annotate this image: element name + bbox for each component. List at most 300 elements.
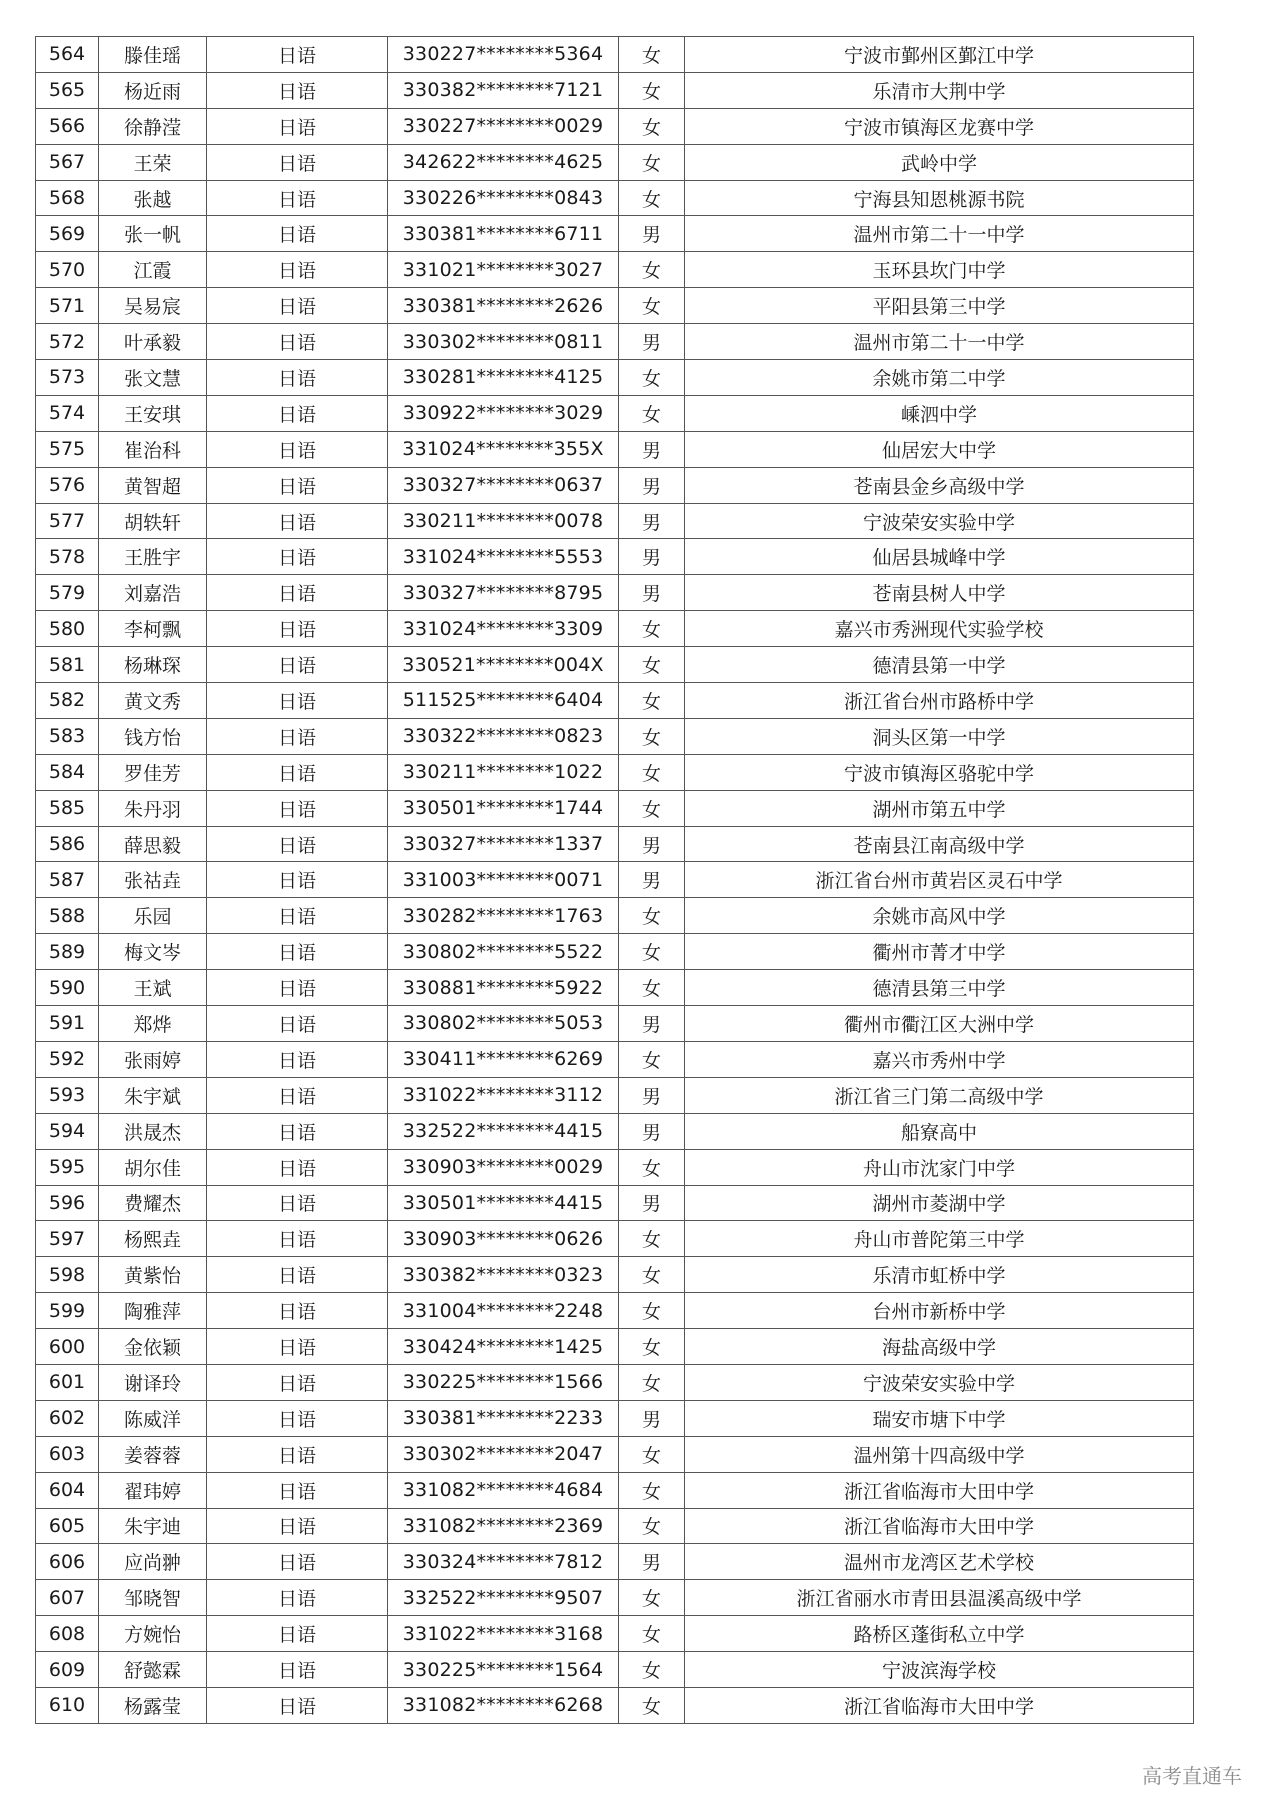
cell-school: 乐清市虹桥中学 — [685, 1257, 1194, 1293]
cell-number: 596 — [36, 1185, 99, 1221]
cell-gender: 女 — [619, 611, 685, 647]
cell-name: 胡尔佳 — [99, 1149, 207, 1185]
cell-number: 581 — [36, 647, 99, 683]
cell-language: 日语 — [207, 216, 388, 252]
cell-gender: 男 — [619, 539, 685, 575]
cell-school: 浙江省临海市大田中学 — [685, 1508, 1194, 1544]
cell-id-number: 331024********3309 — [388, 611, 619, 647]
cell-name: 吴易宸 — [99, 288, 207, 324]
cell-school: 瑞安市塘下中学 — [685, 1400, 1194, 1436]
cell-gender: 女 — [619, 144, 685, 180]
table-row — [36, 467, 1194, 503]
cell-number: 593 — [36, 1077, 99, 1113]
cell-school: 余姚市高风中学 — [685, 898, 1194, 934]
cell-language: 日语 — [207, 324, 388, 360]
cell-id-number: 342622********4625 — [388, 144, 619, 180]
cell-school: 宁海县知恩桃源书院 — [685, 180, 1194, 216]
cell-number: 576 — [36, 467, 99, 503]
cell-school: 衢州市菁才中学 — [685, 934, 1194, 970]
cell-name: 钱方怡 — [99, 718, 207, 754]
cell-id-number: 330324********7812 — [388, 1544, 619, 1580]
cell-gender: 男 — [619, 826, 685, 862]
cell-id-number: 331004********2248 — [388, 1293, 619, 1329]
cell-gender: 女 — [619, 790, 685, 826]
cell-id-number: 330327********1337 — [388, 826, 619, 862]
cell-language: 日语 — [207, 1400, 388, 1436]
cell-gender: 女 — [619, 37, 685, 73]
cell-name: 邹晓智 — [99, 1580, 207, 1616]
cell-number: 569 — [36, 216, 99, 252]
cell-school: 温州市第二十一中学 — [685, 324, 1194, 360]
table-row — [36, 1041, 1194, 1077]
cell-id-number: 511525********6404 — [388, 683, 619, 719]
table-row — [36, 826, 1194, 862]
cell-number: 600 — [36, 1329, 99, 1365]
cell-language: 日语 — [207, 1472, 388, 1508]
cell-school: 浙江省三门第二高级中学 — [685, 1077, 1194, 1113]
cell-name: 王荣 — [99, 144, 207, 180]
cell-gender: 女 — [619, 1257, 685, 1293]
cell-school: 舟山市沈家门中学 — [685, 1149, 1194, 1185]
cell-language: 日语 — [207, 718, 388, 754]
cell-language: 日语 — [207, 1508, 388, 1544]
cell-language: 日语 — [207, 826, 388, 862]
table-row — [36, 108, 1194, 144]
cell-number: 602 — [36, 1400, 99, 1436]
cell-gender: 女 — [619, 934, 685, 970]
cell-id-number: 330411********6269 — [388, 1041, 619, 1077]
cell-gender: 女 — [619, 1652, 685, 1688]
cell-language: 日语 — [207, 395, 388, 431]
cell-id-number: 331021********3027 — [388, 252, 619, 288]
cell-language: 日语 — [207, 1544, 388, 1580]
cell-gender: 女 — [619, 754, 685, 790]
cell-name: 谢译玲 — [99, 1364, 207, 1400]
table-row — [36, 180, 1194, 216]
cell-name: 张一帆 — [99, 216, 207, 252]
cell-id-number: 331024********5553 — [388, 539, 619, 575]
cell-id-number: 330424********1425 — [388, 1329, 619, 1365]
table-row — [36, 1652, 1194, 1688]
cell-school: 洞头区第一中学 — [685, 718, 1194, 754]
cell-id-number: 330211********0078 — [388, 503, 619, 539]
cell-number: 601 — [36, 1364, 99, 1400]
cell-school: 嵊泗中学 — [685, 395, 1194, 431]
cell-gender: 男 — [619, 575, 685, 611]
cell-number: 565 — [36, 72, 99, 108]
cell-name: 郑烨 — [99, 1006, 207, 1042]
cell-id-number: 331022********3168 — [388, 1616, 619, 1652]
cell-id-number: 330802********5522 — [388, 934, 619, 970]
cell-number: 583 — [36, 718, 99, 754]
table-row — [36, 898, 1194, 934]
cell-number: 577 — [36, 503, 99, 539]
cell-id-number: 330501********1744 — [388, 790, 619, 826]
cell-gender: 女 — [619, 1364, 685, 1400]
cell-name: 费耀杰 — [99, 1185, 207, 1221]
table-row — [36, 718, 1194, 754]
cell-name: 张祜垚 — [99, 862, 207, 898]
cell-gender: 女 — [619, 647, 685, 683]
cell-number: 575 — [36, 431, 99, 467]
cell-language: 日语 — [207, 1580, 388, 1616]
cell-id-number: 330327********8795 — [388, 575, 619, 611]
cell-gender: 女 — [619, 1687, 685, 1723]
cell-school: 仙居县城峰中学 — [685, 539, 1194, 575]
cell-id-number: 330227********5364 — [388, 37, 619, 73]
table-row — [36, 647, 1194, 683]
cell-language: 日语 — [207, 1364, 388, 1400]
cell-number: 594 — [36, 1113, 99, 1149]
table-row — [36, 1293, 1194, 1329]
cell-language: 日语 — [207, 647, 388, 683]
table-row — [36, 1006, 1194, 1042]
cell-number: 566 — [36, 108, 99, 144]
cell-language: 日语 — [207, 934, 388, 970]
cell-id-number: 330922********3029 — [388, 395, 619, 431]
cell-language: 日语 — [207, 1329, 388, 1365]
cell-school: 湖州市第五中学 — [685, 790, 1194, 826]
cell-id-number: 330226********0843 — [388, 180, 619, 216]
cell-name: 朱宇斌 — [99, 1077, 207, 1113]
cell-language: 日语 — [207, 1113, 388, 1149]
cell-name: 滕佳瑶 — [99, 37, 207, 73]
cell-school: 宁波荣安实验中学 — [685, 1364, 1194, 1400]
cell-id-number: 330322********0823 — [388, 718, 619, 754]
cell-school: 浙江省丽水市青田县温溪高级中学 — [685, 1580, 1194, 1616]
watermark: 高考直通车 — [1142, 1764, 1242, 1788]
table-row — [36, 575, 1194, 611]
cell-number: 585 — [36, 790, 99, 826]
cell-language: 日语 — [207, 144, 388, 180]
cell-id-number: 330211********1022 — [388, 754, 619, 790]
cell-name: 黄智超 — [99, 467, 207, 503]
table-row — [36, 934, 1194, 970]
cell-number: 580 — [36, 611, 99, 647]
cell-number: 588 — [36, 898, 99, 934]
table-row — [36, 395, 1194, 431]
cell-number: 599 — [36, 1293, 99, 1329]
cell-id-number: 331082********2369 — [388, 1508, 619, 1544]
cell-id-number: 330381********6711 — [388, 216, 619, 252]
cell-language: 日语 — [207, 1221, 388, 1257]
cell-language: 日语 — [207, 862, 388, 898]
cell-gender: 男 — [619, 324, 685, 360]
cell-number: 597 — [36, 1221, 99, 1257]
cell-school: 路桥区蓬街私立中学 — [685, 1616, 1194, 1652]
cell-gender: 女 — [619, 108, 685, 144]
cell-name: 徐静滢 — [99, 108, 207, 144]
cell-language: 日语 — [207, 360, 388, 396]
cell-gender: 女 — [619, 1293, 685, 1329]
table-row — [36, 324, 1194, 360]
table-row — [36, 72, 1194, 108]
cell-number: 604 — [36, 1472, 99, 1508]
cell-school: 宁波市镇海区龙赛中学 — [685, 108, 1194, 144]
cell-language: 日语 — [207, 683, 388, 719]
cell-gender: 女 — [619, 180, 685, 216]
cell-school: 温州市龙湾区艺术学校 — [685, 1544, 1194, 1580]
cell-id-number: 330501********4415 — [388, 1185, 619, 1221]
table-row — [36, 503, 1194, 539]
table-row — [36, 288, 1194, 324]
cell-language: 日语 — [207, 180, 388, 216]
cell-name: 朱宇迪 — [99, 1508, 207, 1544]
cell-number: 564 — [36, 37, 99, 73]
cell-number: 589 — [36, 934, 99, 970]
cell-number: 571 — [36, 288, 99, 324]
cell-name: 应尚翀 — [99, 1544, 207, 1580]
table-row — [36, 1257, 1194, 1293]
cell-name: 金依颖 — [99, 1329, 207, 1365]
cell-number: 607 — [36, 1580, 99, 1616]
cell-number: 590 — [36, 970, 99, 1006]
table-row — [36, 970, 1194, 1006]
cell-language: 日语 — [207, 503, 388, 539]
cell-number: 592 — [36, 1041, 99, 1077]
table-row — [36, 1077, 1194, 1113]
cell-school: 德清县第一中学 — [685, 647, 1194, 683]
cell-language: 日语 — [207, 1041, 388, 1077]
cell-number: 570 — [36, 252, 99, 288]
table-row — [36, 611, 1194, 647]
cell-gender: 男 — [619, 1544, 685, 1580]
cell-number: 567 — [36, 144, 99, 180]
cell-language: 日语 — [207, 970, 388, 1006]
cell-language: 日语 — [207, 37, 388, 73]
cell-id-number: 330302********0811 — [388, 324, 619, 360]
cell-name: 杨近雨 — [99, 72, 207, 108]
table-row — [36, 252, 1194, 288]
table-row — [36, 1149, 1194, 1185]
cell-name: 姜蓉蓉 — [99, 1436, 207, 1472]
cell-school: 浙江省临海市大田中学 — [685, 1472, 1194, 1508]
cell-gender: 男 — [619, 503, 685, 539]
cell-name: 江霞 — [99, 252, 207, 288]
cell-id-number: 330282********1763 — [388, 898, 619, 934]
cell-id-number: 332522********9507 — [388, 1580, 619, 1616]
cell-gender: 女 — [619, 718, 685, 754]
cell-school: 苍南县金乡高级中学 — [685, 467, 1194, 503]
cell-number: 578 — [36, 539, 99, 575]
cell-school: 船寮高中 — [685, 1113, 1194, 1149]
cell-number: 603 — [36, 1436, 99, 1472]
cell-gender: 女 — [619, 1616, 685, 1652]
cell-gender: 女 — [619, 1329, 685, 1365]
cell-name: 杨熙垚 — [99, 1221, 207, 1257]
cell-school: 平阳县第三中学 — [685, 288, 1194, 324]
cell-number: 582 — [36, 683, 99, 719]
cell-language: 日语 — [207, 1652, 388, 1688]
cell-id-number: 330903********0626 — [388, 1221, 619, 1257]
cell-gender: 女 — [619, 1508, 685, 1544]
cell-number: 605 — [36, 1508, 99, 1544]
cell-school: 台州市新桥中学 — [685, 1293, 1194, 1329]
table-row — [36, 1185, 1194, 1221]
cell-school: 武岭中学 — [685, 144, 1194, 180]
table-row — [36, 539, 1194, 575]
cell-gender: 女 — [619, 970, 685, 1006]
cell-id-number: 331082********6268 — [388, 1687, 619, 1723]
cell-school: 宁波市镇海区骆驼中学 — [685, 754, 1194, 790]
cell-name: 崔治科 — [99, 431, 207, 467]
cell-name: 朱丹羽 — [99, 790, 207, 826]
table-row — [36, 1616, 1194, 1652]
cell-language: 日语 — [207, 1257, 388, 1293]
cell-name: 王安琪 — [99, 395, 207, 431]
cell-name: 王胜宇 — [99, 539, 207, 575]
table-row — [36, 1687, 1194, 1723]
table-row — [36, 1329, 1194, 1365]
cell-name: 舒懿霖 — [99, 1652, 207, 1688]
cell-name: 杨琳琛 — [99, 647, 207, 683]
cell-language: 日语 — [207, 754, 388, 790]
table-row — [36, 360, 1194, 396]
cell-number: 591 — [36, 1006, 99, 1042]
cell-gender: 女 — [619, 288, 685, 324]
table-row — [36, 1221, 1194, 1257]
cell-name: 洪晟杰 — [99, 1113, 207, 1149]
cell-number: 579 — [36, 575, 99, 611]
cell-language: 日语 — [207, 898, 388, 934]
cell-number: 574 — [36, 395, 99, 431]
cell-language: 日语 — [207, 467, 388, 503]
cell-name: 乐园 — [99, 898, 207, 934]
cell-language: 日语 — [207, 790, 388, 826]
cell-language: 日语 — [207, 611, 388, 647]
cell-language: 日语 — [207, 1687, 388, 1723]
cell-id-number: 330802********5053 — [388, 1006, 619, 1042]
cell-school: 玉环县坎门中学 — [685, 252, 1194, 288]
cell-school: 海盐高级中学 — [685, 1329, 1194, 1365]
cell-id-number: 330903********0029 — [388, 1149, 619, 1185]
cell-gender: 男 — [619, 467, 685, 503]
cell-name: 陈威洋 — [99, 1400, 207, 1436]
cell-name: 罗佳芳 — [99, 754, 207, 790]
cell-name: 叶承毅 — [99, 324, 207, 360]
cell-id-number: 330302********2047 — [388, 1436, 619, 1472]
table-row — [36, 1472, 1194, 1508]
cell-name: 张越 — [99, 180, 207, 216]
cell-gender: 男 — [619, 1185, 685, 1221]
cell-language: 日语 — [207, 431, 388, 467]
cell-gender: 女 — [619, 1580, 685, 1616]
cell-school: 嘉兴市秀州中学 — [685, 1041, 1194, 1077]
cell-name: 胡轶轩 — [99, 503, 207, 539]
cell-id-number: 330281********4125 — [388, 360, 619, 396]
cell-number: 587 — [36, 862, 99, 898]
cell-id-number: 330382********7121 — [388, 72, 619, 108]
cell-name: 刘嘉浩 — [99, 575, 207, 611]
cell-school: 温州第十四高级中学 — [685, 1436, 1194, 1472]
cell-gender: 女 — [619, 1149, 685, 1185]
cell-school: 苍南县江南高级中学 — [685, 826, 1194, 862]
cell-gender: 女 — [619, 898, 685, 934]
cell-id-number: 330382********0323 — [388, 1257, 619, 1293]
cell-school: 苍南县树人中学 — [685, 575, 1194, 611]
cell-gender: 男 — [619, 1077, 685, 1113]
cell-school: 浙江省台州市路桥中学 — [685, 683, 1194, 719]
student-roster-table — [35, 36, 1194, 1724]
cell-gender: 男 — [619, 862, 685, 898]
cell-language: 日语 — [207, 1616, 388, 1652]
cell-number: 606 — [36, 1544, 99, 1580]
cell-gender: 女 — [619, 1221, 685, 1257]
cell-name: 薛思毅 — [99, 826, 207, 862]
table-row — [36, 754, 1194, 790]
cell-id-number: 331082********4684 — [388, 1472, 619, 1508]
cell-school: 湖州市菱湖中学 — [685, 1185, 1194, 1221]
cell-school: 德清县第三中学 — [685, 970, 1194, 1006]
cell-number: 572 — [36, 324, 99, 360]
table-row — [36, 144, 1194, 180]
cell-gender: 女 — [619, 252, 685, 288]
table-row — [36, 431, 1194, 467]
cell-number: 573 — [36, 360, 99, 396]
cell-id-number: 331003********0071 — [388, 862, 619, 898]
table-row — [36, 1400, 1194, 1436]
cell-school: 宁波荣安实验中学 — [685, 503, 1194, 539]
cell-school: 余姚市第二中学 — [685, 360, 1194, 396]
cell-name: 杨露莹 — [99, 1687, 207, 1723]
table-row — [36, 37, 1194, 73]
cell-language: 日语 — [207, 1006, 388, 1042]
cell-number: 584 — [36, 754, 99, 790]
cell-language: 日语 — [207, 1293, 388, 1329]
cell-gender: 女 — [619, 1041, 685, 1077]
cell-language: 日语 — [207, 252, 388, 288]
cell-school: 嘉兴市秀洲现代实验学校 — [685, 611, 1194, 647]
cell-number: 568 — [36, 180, 99, 216]
cell-gender: 男 — [619, 1113, 685, 1149]
cell-school: 宁波滨海学校 — [685, 1652, 1194, 1688]
cell-gender: 女 — [619, 683, 685, 719]
cell-id-number: 331024********355X — [388, 431, 619, 467]
table-row — [36, 216, 1194, 252]
cell-number: 586 — [36, 826, 99, 862]
cell-id-number: 332522********4415 — [388, 1113, 619, 1149]
cell-name: 翟玮婷 — [99, 1472, 207, 1508]
table-row — [36, 1508, 1194, 1544]
cell-number: 609 — [36, 1652, 99, 1688]
cell-id-number: 330227********0029 — [388, 108, 619, 144]
table-row — [36, 683, 1194, 719]
cell-number: 608 — [36, 1616, 99, 1652]
cell-language: 日语 — [207, 575, 388, 611]
cell-number: 598 — [36, 1257, 99, 1293]
cell-gender: 女 — [619, 1436, 685, 1472]
cell-gender: 男 — [619, 216, 685, 252]
cell-language: 日语 — [207, 1077, 388, 1113]
cell-id-number: 331022********3112 — [388, 1077, 619, 1113]
table-row — [36, 790, 1194, 826]
cell-language: 日语 — [207, 72, 388, 108]
cell-name: 陶雅萍 — [99, 1293, 207, 1329]
table-row — [36, 1580, 1194, 1616]
roster-body — [36, 37, 1194, 1724]
cell-name: 方婉怡 — [99, 1616, 207, 1652]
table-row — [36, 1544, 1194, 1580]
cell-id-number: 330381********2233 — [388, 1400, 619, 1436]
cell-gender: 男 — [619, 1006, 685, 1042]
cell-id-number: 330225********1564 — [388, 1652, 619, 1688]
cell-name: 张雨婷 — [99, 1041, 207, 1077]
cell-id-number: 330381********2626 — [388, 288, 619, 324]
cell-gender: 女 — [619, 395, 685, 431]
cell-number: 610 — [36, 1687, 99, 1723]
cell-id-number: 330327********0637 — [388, 467, 619, 503]
cell-language: 日语 — [207, 1185, 388, 1221]
